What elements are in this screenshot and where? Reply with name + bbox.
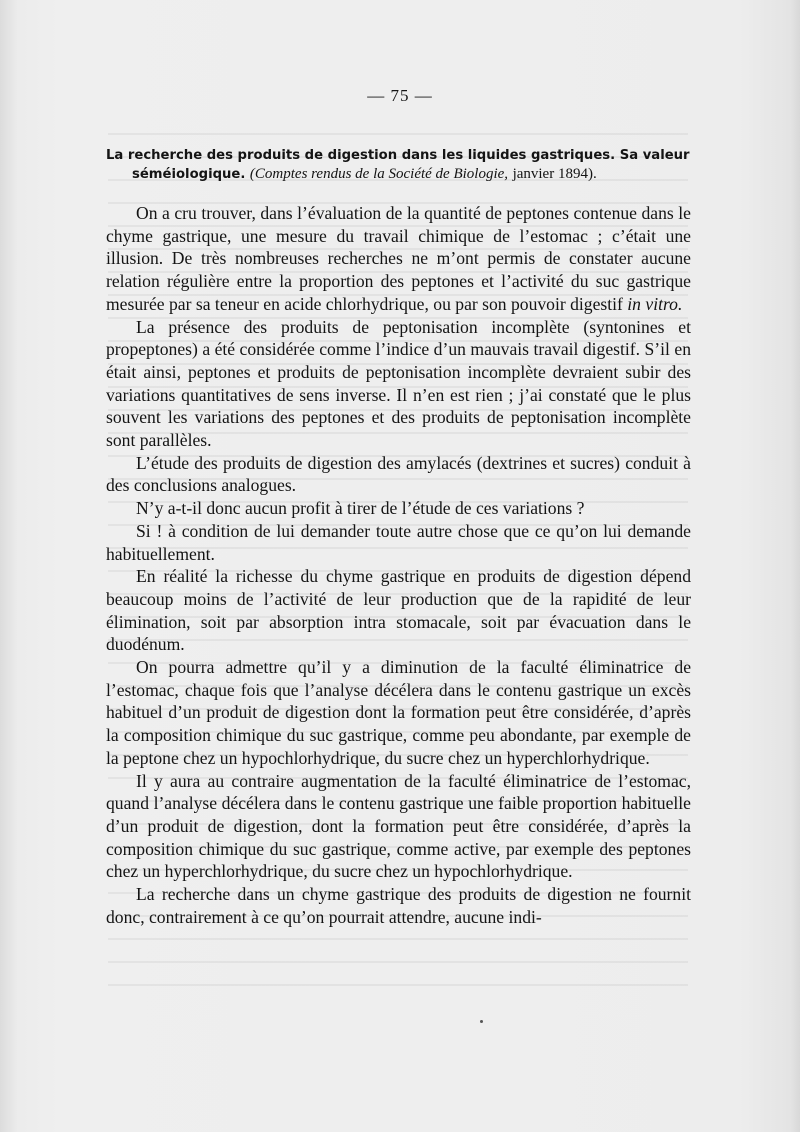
page-number: — 75 —: [367, 86, 433, 105]
paragraph-8: Il y aura au contraire augmentation de la faculté éliminatrice de l’estomac, quand l’analyse décélera dans le contenu gastrique une faible proportion habituelle d’un produit de digestion, dont la formation peut être considérée, d’après la composition chimique du suc gastrique, comme active, par exemple des peptones chez un hyperchlorhydrique, du sucre chez un hypochlorhydrique.: [106, 770, 691, 882]
paragraph-2: La présence des produits de peptonisation incomplète (syntonines et propeptones) a été considérée comme l’indice d’un mauvais travail digestif. S’il en était ainsi, peptones et produits de peptonisation incomplète devraient subir des variations quantitatives de sens inverse. Il n’en est rien ; j’ai constaté que le plus souvent les variations des peptones et des produits de peptonisation incomplète sont parallèles.: [106, 316, 691, 451]
paragraph-1-italic: in vitro.: [627, 293, 683, 314]
heading-citation: (Comptes rendus de la Société de Biologie,: [249, 166, 509, 182]
paragraph-3: L’étude des produits de digestion des amylacés (dextrines et sucres) conduit à des conclusions analogues.: [106, 452, 691, 496]
heading-second-line: [106, 165, 696, 184]
paragraph-1: [106, 202, 691, 316]
heading-title: La recherche des produits de digestion dans les liquides gastriques. Sa valeur: [106, 148, 690, 163]
paragraph-7: On pourra admettre qu’il y a diminution de la faculté éliminatrice de l’estomac, chaque fois que l’analyse décélera dans le contenu gastrique un excès habituel d’un produit de digestion dont la formation peut être considérée, d’après la composition chimique du suc gastrique, comme peu abondante, par exemple de la peptone chez un hypochlorhydrique, du sucre chez un hyperchlorhydrique.: [106, 657, 691, 768]
heading-citation-date: janvier 1894).: [512, 166, 597, 182]
section-heading: [106, 146, 696, 184]
paragraph-6: En réalité la richesse du chyme gastrique en produits de digestion dépend beaucoup moins de l’activité de leur production que de la rapidité de leur élimination, soit par absorption intra stomacale, soit par évacuation dans le duodénum.: [106, 566, 691, 655]
paragraph-5: Si ! à condition de lui demander toute autre chose que ce qu’on lui demande habituellement.: [106, 520, 691, 564]
paragraph-1-text: On a cru trouver, dans l’évaluation de la quantité de peptones contenue dans le chyme gastrique, une mesure du travail chimique de l’estomac ; c’était une illusion. De très nombreuses recherches ne m’ont permis de constater aucune relation régulière entre la proportion des peptones et l’activité du suc gastrique mesurée par sa teneur en acide chlorhydrique, ou par son pouvoir digestif: [106, 203, 691, 314]
paragraph-4: N’y a-t-il donc aucun profit à tirer de l’étude de ces variations ?: [136, 498, 585, 519]
body-text: [106, 202, 691, 929]
paragraph-9: La recherche dans un chyme gastrique des produits de digestion ne fournit donc, contrairement à ce qu’on pourrait attendre, aucune indi-: [106, 884, 691, 927]
ink-dot: [480, 1020, 483, 1023]
heading-title-continuation: séméiologique.: [132, 167, 246, 182]
